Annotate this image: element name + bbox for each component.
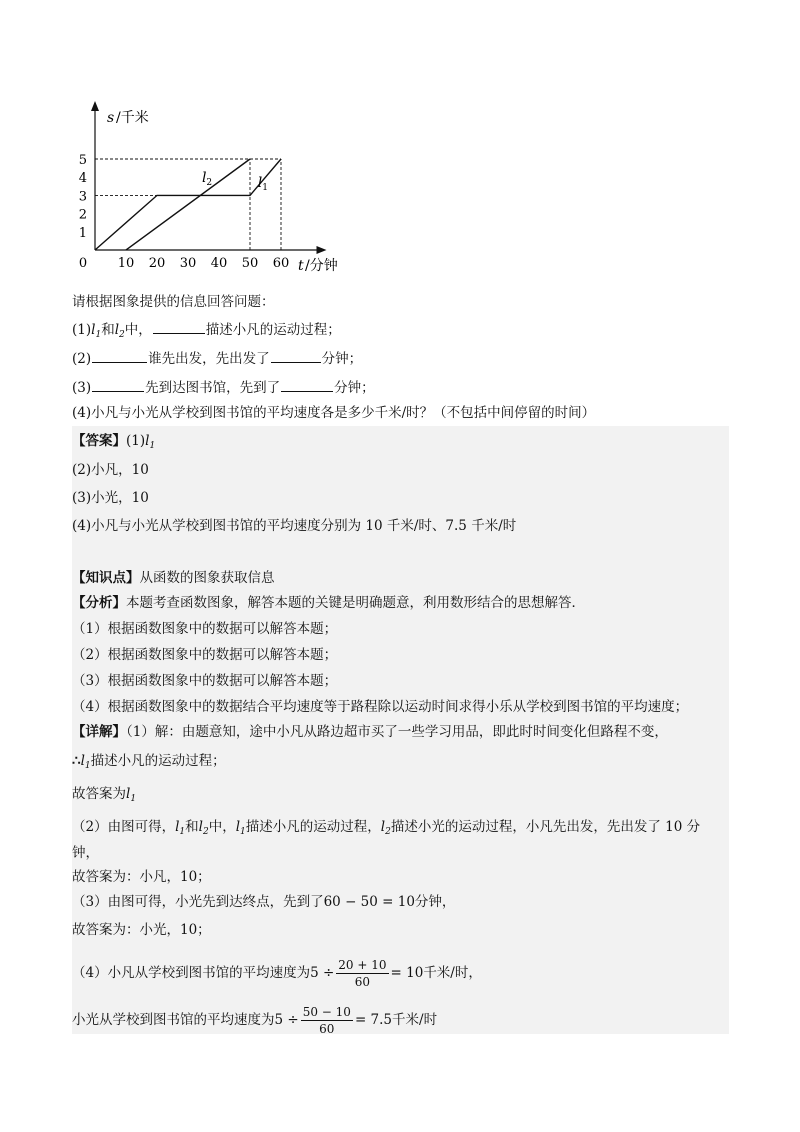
xj-text: （1）解：由题意知，途中小凡从路边超市买了一些学习用品，即此时时间变化但路程不变， [126, 724, 668, 740]
y-tick-label-4: 4 [78, 171, 87, 187]
d1-l1-symbol: $l_1$ [80, 753, 91, 771]
knowledge-point [72, 569, 275, 587]
x-tick-label-30: 30 [179, 256, 197, 271]
xj-tag: 【详解】 [72, 724, 126, 740]
q1-suffix: 描述小凡的运动过程； [205, 322, 341, 338]
x-axis-unit: /分钟 [305, 258, 338, 274]
d2-l2-symbol: $l_2$ [198, 819, 209, 837]
answer-3: (3)小光，10 [72, 490, 149, 506]
detail-heading [72, 723, 668, 741]
d4-denominator: 60 [354, 975, 371, 989]
x-tick-label-20: 20 [148, 256, 166, 271]
y-axis-unit: /千米 [116, 110, 149, 126]
x-tick-label-50: 50 [241, 256, 259, 271]
d5-frac-prefix: 5 ÷ [274, 1012, 299, 1028]
detail-1-answer [72, 785, 136, 808]
x-axis-var: t [298, 258, 304, 274]
d5-result: = 7.5 [354, 1012, 393, 1028]
d4-a: （4）小凡从学校到图书馆的平均速度为 [72, 965, 311, 981]
kp-text: 从函数的图象获取信息 [139, 570, 275, 586]
q2-prefix: (2) [72, 351, 92, 367]
y-axis-var: s [107, 110, 115, 126]
distance-time-graph [60, 95, 350, 285]
question-4: (4)小凡与小光从学校到图书馆的平均速度各是多少千米/时？（不包括中间停留的时间） [72, 405, 596, 421]
q3-suffix: 分钟； [334, 380, 375, 396]
q3-prefix: (3) [72, 380, 92, 396]
x-tick-label-0: 0 [78, 256, 88, 271]
d2-l1-symbol: $l_1$ [175, 819, 186, 837]
y-tick-label-2: 2 [78, 207, 87, 223]
q1-mid: 中， [124, 322, 152, 338]
detail-2 [72, 818, 700, 841]
d2-l2-symbol-b: $l_2$ [380, 819, 391, 837]
answer-tag: 【答案】 [72, 433, 126, 449]
analysis-p4: （4）根据函数图象中的数据结合平均速度等于路程除以运动时间求得小乐从学校到图书馆的平均速度； [72, 699, 689, 715]
fx-tag: 【分析】 [72, 595, 126, 611]
kp-tag: 【知识点】 [72, 570, 140, 586]
answer-1 [72, 432, 155, 455]
q2-mid: 谁先出发，先出发了 [148, 351, 270, 367]
d3-b: 分钟， [414, 894, 456, 910]
d2-c: 描述小凡的运动过程， [245, 819, 381, 835]
d5-unit: 千米/时 [392, 1012, 438, 1028]
d4-frac-prefix: 5 ÷ [310, 965, 335, 981]
detail-5 [72, 1002, 437, 1038]
series-label-l1: $l_1$ [257, 175, 268, 194]
detail-4 [72, 955, 482, 991]
question-1 [72, 320, 341, 344]
d4-result: = 10 [390, 965, 424, 981]
question-intro: 请根据图象提供的信息回答问题： [72, 294, 275, 310]
y-tick-label-5: 5 [78, 153, 87, 168]
analysis-p2: （2）根据函数图象中的数据可以解答本题； [72, 647, 338, 663]
d2-b: 中， [208, 819, 236, 835]
d4-numerator: 20 + 10 [338, 958, 387, 972]
q2-blank-1 [92, 349, 147, 363]
fx-text: 本题考查函数图象，解答本题的关键是明确题意，利用数形结合的思想解答． [126, 595, 585, 611]
d2-l1-symbol-b: $l_1$ [235, 819, 246, 837]
a1-prefix: (1) [126, 433, 146, 449]
y-axis-arrow [91, 101, 99, 111]
x-tick-label-40: 40 [210, 256, 228, 271]
detail-2-cont: 钟， [72, 845, 99, 861]
d2-d: 描述小光的运动过程，小凡先出发，先出发了 10 分 [390, 819, 701, 835]
q3-blank-2 [281, 378, 333, 392]
d5-a: 小光从学校到图书馆的平均速度为 [72, 1012, 275, 1028]
x-tick-label-60: 60 [272, 256, 290, 271]
detail-3 [72, 893, 455, 911]
x-axis-arrow [317, 246, 327, 254]
d4-unit: 千米/时， [423, 965, 482, 981]
q1-prefix: (1) [72, 322, 92, 338]
x-tick-label-10: 10 [117, 256, 135, 271]
q2-blank-2 [271, 349, 321, 363]
q2-suffix: 分钟； [321, 351, 363, 367]
detail-2-answer: 故答案为：小凡，10； [72, 869, 211, 885]
d1-ans-l1-symbol: $l_1$ [126, 786, 137, 804]
analysis-p3: （3）根据函数图象中的数据可以解答本题； [72, 673, 338, 689]
l2-symbol: $l_2$ [114, 322, 125, 340]
q1-and: 和 [101, 322, 115, 338]
d1-suffix: 描述小凡的运动过程； [90, 753, 226, 769]
series-label-l2: $l_2$ [201, 169, 213, 188]
d5-denominator: 60 [319, 1022, 335, 1036]
d2-a: （2）由图可得， [72, 819, 176, 835]
d5-fraction [301, 1004, 353, 1037]
therefore-symbol: ∴ [72, 753, 81, 769]
l1-symbol: $l_1$ [91, 322, 102, 340]
answer-4: (4)小凡与小光从学校到图书馆的平均速度分别为 10 千米/时、7.5 千米/时 [72, 518, 517, 534]
d5-numerator: 50 − 10 [302, 1005, 351, 1019]
analysis-heading [72, 594, 585, 612]
question-3 [72, 378, 375, 397]
y-tick-label-3: 3 [78, 189, 87, 205]
d4-fraction [336, 957, 388, 990]
d3-a: （3）由图可得，小光先到达终点，先到了 [72, 894, 324, 910]
q1-blank [153, 320, 205, 334]
a1-l1-symbol: $l_1$ [145, 433, 156, 451]
d3-expression: 60 − 50 = 10 [323, 894, 415, 910]
d2-and: 和 [185, 819, 199, 835]
question-2 [72, 349, 362, 368]
detail-1 [72, 752, 226, 775]
detail-3-answer: 故答案为：小光，10； [72, 922, 211, 938]
q3-blank-1 [92, 378, 144, 392]
d1-ans: 故答案为 [72, 786, 126, 802]
q3-mid: 先到达图书馆，先到了 [145, 380, 281, 396]
analysis-p1: （1）根据函数图象中的数据可以解答本题； [72, 621, 338, 637]
series-l2 [126, 159, 250, 250]
answer-2: (2)小凡，10 [72, 462, 149, 478]
y-tick-label-1: 1 [78, 225, 87, 241]
